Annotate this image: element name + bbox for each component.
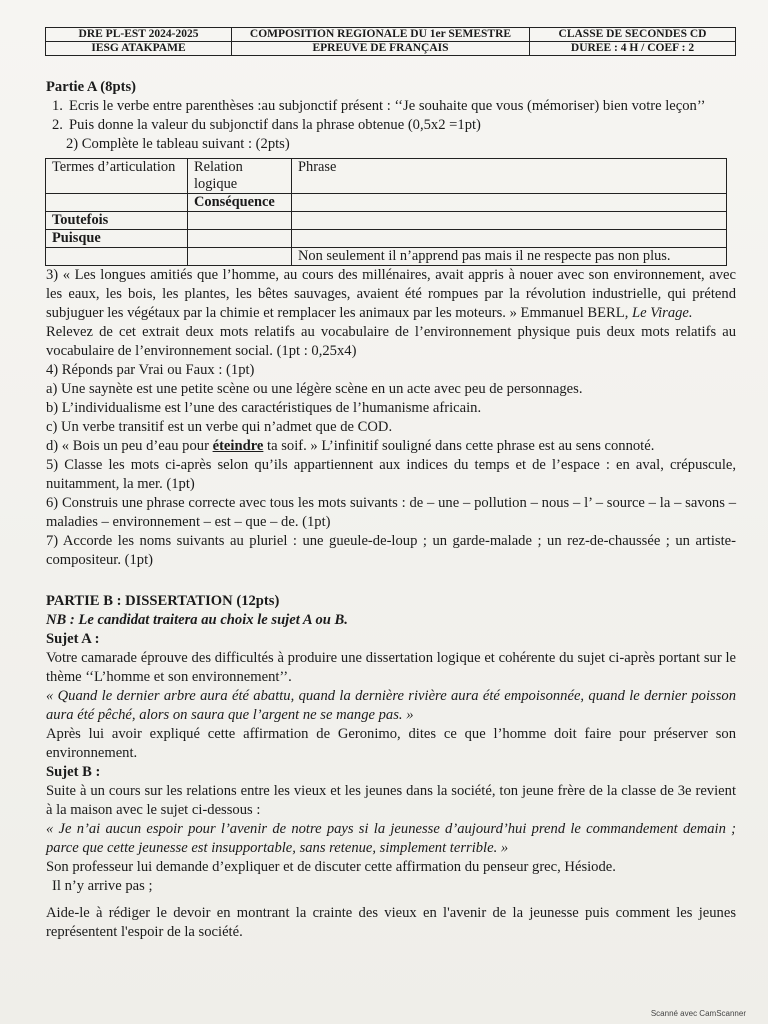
sujet-a-quote: « Quand le dernier arbre aura été abattu, quand la dernière rivière aura été empoisonnée, quand le dernier poisson aura été pêché, alors on saura que l’argent ne se mange pas. » — [46, 688, 736, 723]
table-cell — [188, 230, 292, 248]
question-6: 6) Construis une phrase correcte avec tous les mots suivants : de – une – pollution – nous – l’ – source – la – savons – maladies – environnement – est – que – de. (1pt) — [46, 495, 736, 530]
question-1-number: 1. — [52, 98, 63, 114]
underlined-word: éteindre — [212, 438, 264, 454]
table-cell — [188, 212, 292, 230]
partie-a-title: Partie A (8pts) — [46, 79, 136, 95]
table-cell — [188, 248, 292, 266]
sujet-b-intro: Suite à un cours sur les relations entre les vieux et les jeunes dans la société, ton jeune frère de la classe de 3e revient à la maison avec le sujet ci-dessous : — [46, 783, 736, 818]
question-4d — [46, 437, 736, 456]
question-1 — [46, 97, 736, 116]
header-classe: CLASSE DE SECONDES CD — [530, 28, 736, 42]
question-4d-end: ta soif. » L’infinitif souligné dans cette phrase est au sens connoté. — [267, 438, 655, 454]
header-duree: DUREE : 4 H / COEF : 2 — [530, 42, 736, 56]
scanner-watermark: Scanné avec CamScanner — [650, 1009, 746, 1018]
question-7: 7) Accorde les noms suivants au pluriel : une gueule-de-loup ; un garde-malade ; un rez-de-chaussée ; un artiste-compositeur. (1pt) — [46, 533, 736, 568]
sujet-b-task-1: Son professeur lui demande d’expliquer et de discuter cette affirmation du penseur grec, Hésiode. — [46, 859, 616, 875]
question-4a: a) Une saynète est une petite scène ou une légère scène en un acte avec peu de personnages. — [46, 381, 583, 397]
sujet-b-task-3: Aide-le à rédiger le devoir en montrant la crainte des vieux en l'avenir de la jeunesse puis comment les jeunes représentent l'espoir de la société. — [46, 905, 736, 940]
sujet-a-label: Sujet A : — [46, 631, 100, 647]
sujet-a-task: Après lui avoir expliqué cette affirmation de Geronimo, dites ce que l’homme doit faire pour préserver son environnement. — [46, 726, 736, 761]
table-cell — [292, 194, 727, 212]
table-header-phrase: Phrase — [292, 159, 727, 194]
question-4c: c) Un verbe transitif est un verbe qui n’admet que de COD. — [46, 419, 393, 435]
exam-content — [46, 78, 736, 942]
partie-b-title: PARTIE B : DISSERTATION (12pts) — [46, 593, 280, 609]
berl-book-title: Le Virage. — [632, 305, 693, 321]
sujet-b-quote: « Je n’ai aucun espoir pour l’avenir de notre pays si la jeunesse d’aujourd’hui prend le commandement demain ; parce que cette jeunesse est insupportable, sans retenue, simplement terrible. » — [46, 821, 736, 856]
header-school: IESG ATAKPAME — [46, 42, 232, 56]
question-2 — [46, 116, 736, 135]
table-row — [46, 230, 727, 248]
table-cell — [46, 194, 188, 212]
table-cell: Conséquence — [188, 194, 292, 212]
table-header-termes: Termes d’articulation — [46, 159, 188, 194]
question-2-number: 2. — [52, 117, 63, 133]
question-4b: b) L’individualisme est l’une des caractéristiques de l’humanisme africain. — [46, 400, 482, 416]
berl-extract-text: 3) « Les longues amitiés que l’homme, au cours des millénaires, avait appris à nouer avec son environnement, avec les eaux, les bois, les plantes, les bêtes sauvages, avaient été rompues par la révolution industrielle, qui prétend subjuguer les végétaux par la chimie et remplacer les animaux par les moteurs. » Emmanuel BERL, — [46, 267, 736, 321]
header-epreuve: EPREUVE DE FRANÇAIS — [232, 42, 530, 56]
articulation-table — [45, 158, 727, 266]
table-row — [46, 248, 727, 266]
question-berl-instruction: Relevez de cet extrait deux mots relatifs au vocabulaire de l’environnement physique puis deux mots relatifs au vocabulaire de l’environnement social. (1pt : 0,25x4) — [46, 324, 736, 359]
sujet-b-task-2: Il n’y arrive pas ; — [52, 878, 153, 894]
question-4: 4) Réponds par Vrai ou Faux : (1pt) — [46, 362, 255, 378]
question-5: 5) Classe les mots ci-après selon qu’ils appartiennent aux indices du temps et de l’espace : en aval, crépuscule, nuitamment, la mer. (1pt) — [46, 457, 736, 492]
partie-b-note: NB : Le candidat traitera au choix le sujet A ou B. — [46, 612, 348, 628]
table-cell — [292, 212, 727, 230]
table-cell: Non seulement il n’apprend pas mais il ne respecte pas non plus. — [292, 248, 727, 266]
table-cell — [292, 230, 727, 248]
table-row — [46, 194, 727, 212]
table-cell: Toutefois — [46, 212, 188, 230]
table-cell — [46, 248, 188, 266]
table-header-relation: Relation logique — [188, 159, 292, 194]
question-1-text: Ecris le verbe entre parenthèses :au subjonctif présent : ‘‘Je souhaite que vous (mémoriser) bien votre leçon’’ — [69, 98, 706, 114]
header-dre: DRE PL-EST 2024-2025 — [46, 28, 232, 42]
header-composition: COMPOSITION REGIONALE DU 1er SEMESTRE — [232, 28, 530, 42]
question-berl-extract — [46, 266, 736, 323]
question-table-instruction: 2) Complète le tableau suivant : (2pts) — [66, 136, 290, 152]
sujet-a-intro: Votre camarade éprouve des difficultés à produire une dissertation logique et cohérente du sujet ci-après portant sur le thème ‘‘L’homme et son environnement’’. — [46, 650, 736, 685]
question-4d-start: d) « Bois un peu d’eau pour — [46, 438, 209, 454]
table-cell: Puisque — [46, 230, 188, 248]
table-row — [46, 212, 727, 230]
question-2-text: Puis donne la valeur du subjonctif dans la phrase obtenue (0,5x2 =1pt) — [69, 117, 481, 133]
exam-header — [45, 27, 736, 56]
table-header-row — [46, 159, 727, 194]
sujet-b-label: Sujet B : — [46, 764, 101, 780]
